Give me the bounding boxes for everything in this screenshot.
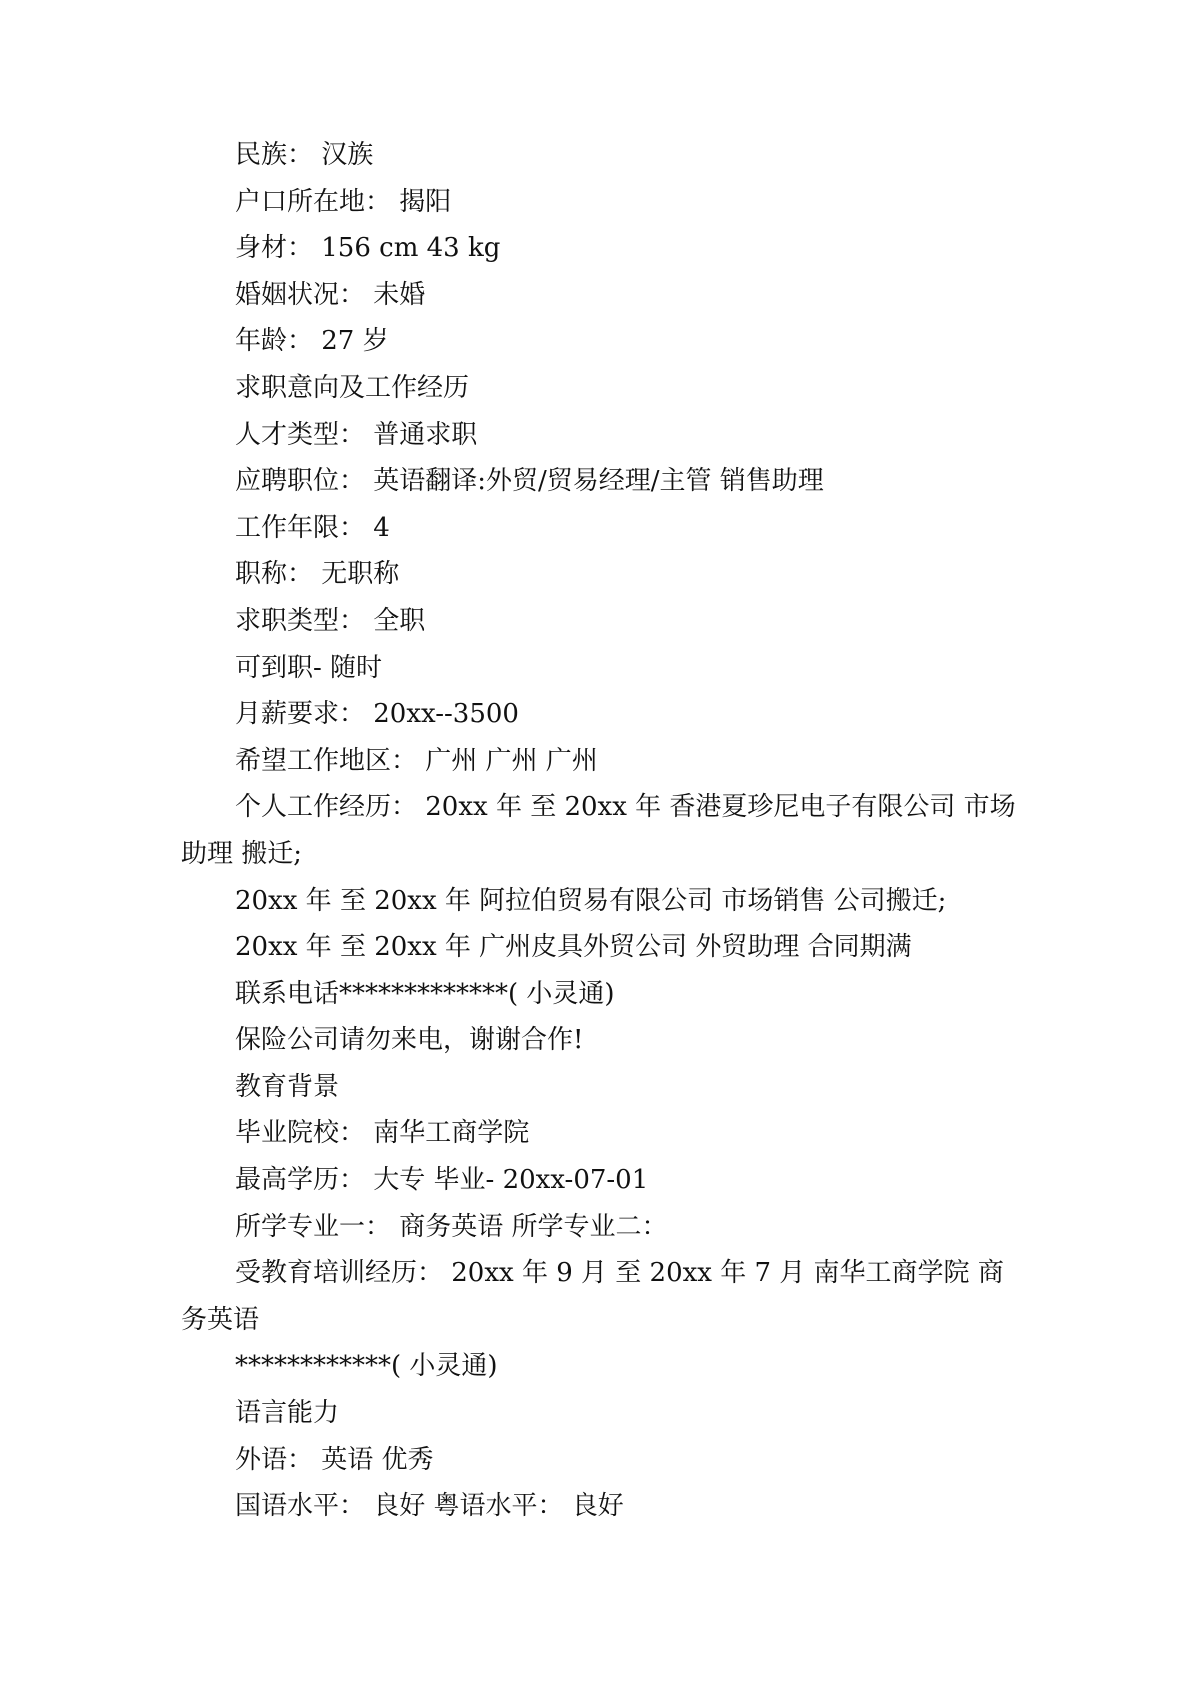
work-years-line: 工作年限： 4 [235, 512, 390, 543]
work-experience-line: 20xx 年 至 20xx 年 阿拉伯贸易有限公司 市场销售 公司搬迁; [235, 885, 947, 916]
marital-status-line: 婚姻状况： 未婚 [235, 279, 426, 310]
major-line: 所学专业一： 商务英语 所学专业二： [235, 1211, 668, 1242]
language-heading: 语言能力 [235, 1398, 340, 1429]
household-registration-line: 户口所在地： 揭阳 [235, 186, 452, 217]
job-title-line: 职称： 无职称 [235, 559, 400, 590]
highest-degree-line: 最高学历： 大专 毕业- 20xx-07-01 [235, 1165, 649, 1196]
preferred-location-line: 希望工作地区： 广州 广州 广州 [235, 745, 598, 776]
talent-type-line: 人才类型： 普通求职 [235, 419, 478, 450]
training-line: 受教育培训经历： 20xx 年 9 月 至 20xx 年 7 月 南华工商学院 商务英语 [181, 1258, 1004, 1335]
education-heading: 教育背景 [235, 1071, 340, 1102]
work-experience-line: 20xx 年 至 20xx 年 广州皮具外贸公司 外贸助理 合同期满 [235, 932, 912, 963]
contact-line: ************( 小灵通) [235, 1351, 498, 1382]
availability-line: 可到职- 随时 [235, 652, 383, 683]
age-line: 年龄： 27 岁 [235, 326, 389, 357]
foreign-language-line: 外语： 英语 优秀 [235, 1444, 434, 1475]
work-experience-line: 个人工作经历： 20xx 年 至 20xx 年 香港夏珍尼电子有限公司 市场助理 搬迁; [181, 792, 1016, 869]
phone-line: 联系电话*************( 小灵通) [235, 978, 615, 1009]
job-type-line: 求职类型： 全职 [235, 605, 426, 636]
notice-line: 保险公司请勿来电，谢谢合作! [235, 1025, 584, 1056]
job-intention-heading: 求职意向及工作经历 [235, 372, 470, 403]
resume-body [181, 132, 1016, 1530]
school-line: 毕业院校： 南华工商学院 [235, 1118, 530, 1149]
height-weight-line: 身材： 156 cm 43 kg [235, 233, 501, 264]
salary-line: 月薪要求： 20xx--3500 [235, 699, 519, 730]
ethnicity-line: 民族： 汉族 [235, 140, 374, 170]
dialect-level-line: 国语水平： 良好 粤语水平： 良好 [235, 1491, 624, 1522]
applied-position-line: 应聘职位： 英语翻译:外贸/贸易经理/主管 销售助理 [235, 466, 824, 497]
